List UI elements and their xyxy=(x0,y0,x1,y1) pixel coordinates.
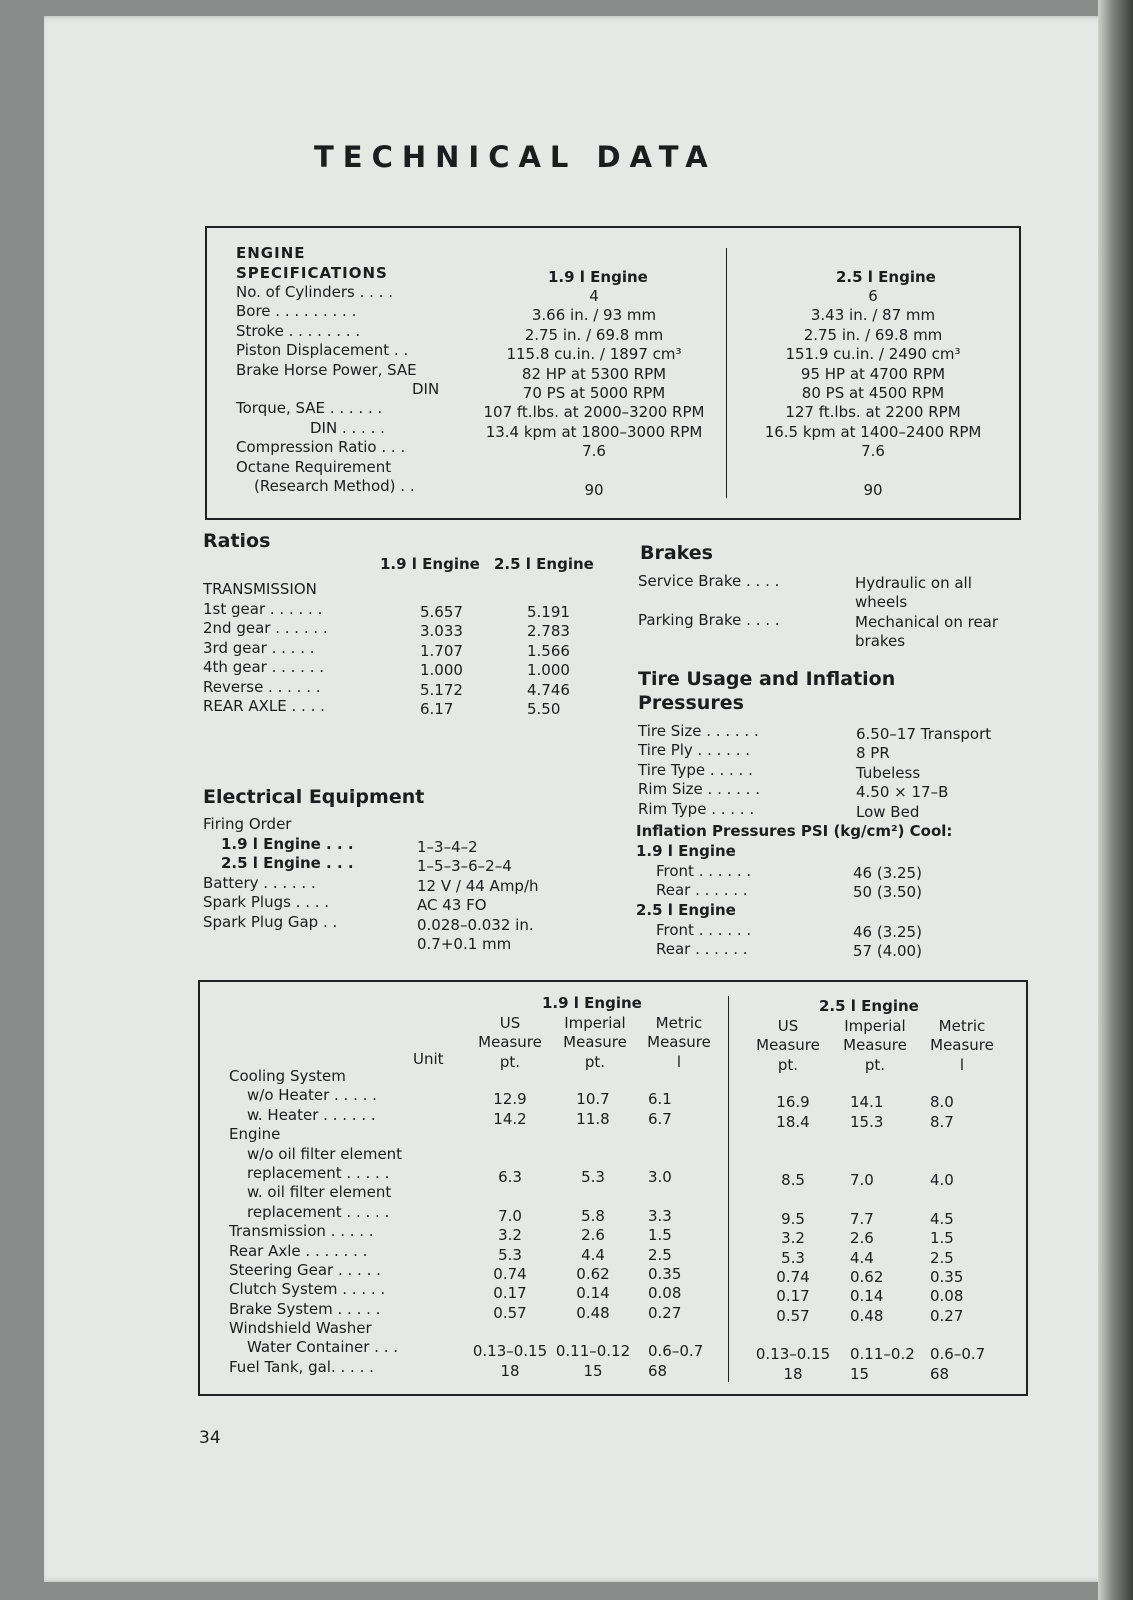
cap-header-imp-2-5-row-0: Imperial xyxy=(844,1017,906,1035)
electrical-values-row-5: 0.7+0.1 mm xyxy=(417,934,512,953)
ratios-labels-row-5: REAR AXLE . . . . xyxy=(203,696,325,715)
cap-met-2-5-row-9: 2.5 xyxy=(930,1248,954,1267)
electrical-labels-row-1: 2.5 l Engine . . . xyxy=(221,854,354,873)
engine-values-1-9-row-2: 2.75 in. / 69.8 mm xyxy=(524,325,664,344)
ratios-values-2-5-row-2: 1.566 xyxy=(527,641,570,660)
ratios-labels-row-0: 1st gear . . . . . . xyxy=(203,600,323,618)
tire-labels-row-2: Tire Type . . . . . xyxy=(638,760,753,779)
inflation-2-5-labels xyxy=(656,921,826,960)
cap-met-2-5-row-2: 8.7 xyxy=(930,1112,954,1131)
engine-values-1-9-row-5: 70 PS at 5000 RPM xyxy=(522,383,666,402)
cap-us-2-5-row-3 xyxy=(748,1132,838,1151)
ratios-labels-row-3: 4th gear . . . . . . xyxy=(203,658,325,677)
cap-met-1-9-row-15: 68 xyxy=(648,1361,668,1380)
cap-labels xyxy=(229,1067,459,1377)
engine-labels-row-2: Stroke . . . . . . . . xyxy=(236,321,361,340)
cap-met-2-5-row-15: 68 xyxy=(930,1364,950,1383)
cap-imp-2-5-row-15: 15 xyxy=(850,1364,870,1383)
electrical-labels-row-5 xyxy=(203,932,403,951)
inflation-2-5-label: 2.5 l Engine xyxy=(636,901,736,919)
cap-header-us-2-5-row-1: Measure xyxy=(756,1036,820,1055)
tire-labels-row-4: Rim Type . . . . . xyxy=(638,799,755,818)
cap-met-2-5-row-7: 4.5 xyxy=(930,1209,954,1228)
page-title: TECHNICAL DATA xyxy=(314,140,717,174)
cap-us-2-5-row-14: 0.13–0.15 xyxy=(755,1345,831,1364)
engine-labels-row-9: Octane Requirement xyxy=(236,457,392,476)
ratios-values-2-5-row-4: 4.746 xyxy=(527,680,570,699)
engine-labels-row-4: Brake Horse Power, SAE xyxy=(236,360,417,379)
engine-values-2-5-row-9 xyxy=(728,462,1018,481)
tire-values-row-4: Low Bed xyxy=(856,802,920,821)
ratios-values-2-5-row-3: 1.000 xyxy=(527,661,570,680)
cap-met-1-9-row-1: 6.1 xyxy=(648,1090,672,1109)
parking-brake-label: Parking Brake . . . . xyxy=(638,611,780,629)
cap-labels-row-5: replacement . . . . . xyxy=(247,1163,390,1182)
ratios-heading: Ratios xyxy=(203,530,271,552)
tire-values-row-0: 6.50–17 Transport xyxy=(856,725,992,743)
engine-values-1-9-row-7: 13.4 kpm at 1800–3000 RPM xyxy=(485,422,703,441)
electrical-values-row-2: 12 V / 44 Amp/h xyxy=(417,876,539,895)
cap-imp-1-9-row-3 xyxy=(548,1129,638,1148)
inflation-2-5-values-row-1: 57 (4.00) xyxy=(853,942,922,961)
cap-met-2-5-row-5: 4.0 xyxy=(930,1170,954,1189)
cap-labels-row-8: Transmission . . . . . xyxy=(229,1222,374,1241)
engine-values-2-5-row-10: 90 xyxy=(863,480,883,499)
ratios-labels-row-4: Reverse . . . . . . xyxy=(203,677,321,696)
cap-us-1-9-row-8: 3.2 xyxy=(498,1226,522,1245)
cap-us-2-5-row-2: 18.4 xyxy=(776,1112,810,1131)
engine-values-1-9-row-0: 4 xyxy=(589,287,599,305)
cap-imp-1-9-row-9: 4.4 xyxy=(581,1245,605,1264)
ratios-values-1-9-row-1: 3.033 xyxy=(420,622,463,641)
tire-values-row-1: 8 PR xyxy=(856,744,890,763)
cap-met-1-9-row-3 xyxy=(648,1129,728,1148)
cap-us-2-5-row-7: 9.5 xyxy=(781,1209,805,1228)
cap-header-imp-1-9-row-1: Measure xyxy=(563,1033,627,1052)
cap-header-us-2-5 xyxy=(748,1017,828,1075)
engine-values-1-9-row-9 xyxy=(452,462,736,481)
inflation-1-9-labels-row-0: Front . . . . . . xyxy=(656,862,752,880)
cap-header-us-2-5-row-0: US xyxy=(777,1017,799,1035)
cap-met-1-9-row-4 xyxy=(648,1149,728,1168)
inflation-2-5-values xyxy=(853,923,953,962)
engine-values-1-9-row-10: 90 xyxy=(584,480,604,499)
cap-met-1-9-row-0 xyxy=(648,1071,728,1090)
engine-values-2-5-row-2: 2.75 in. / 69.8 mm xyxy=(803,325,943,344)
inflation-1-9-labels xyxy=(656,862,826,901)
page-number: 34 xyxy=(199,1428,221,1448)
electrical-values-row-0: 1–3–4–2 xyxy=(417,838,478,856)
engine-values-2-5-row-3: 151.9 cu.in. / 2490 cm³ xyxy=(785,345,961,364)
engine-labels-row-3: Piston Displacement . . xyxy=(236,341,409,360)
cap-header-met-1-9-row-0: Metric xyxy=(655,1014,703,1032)
electrical-values-row-4: 0.028–0.032 in. xyxy=(417,915,534,934)
book-spine xyxy=(1098,0,1133,1600)
cap-imp-1-9-row-12: 0.48 xyxy=(576,1303,610,1322)
electrical-labels-row-0: 1.9 l Engine . . . xyxy=(221,835,354,853)
cap-imp-2-5-row-14: 0.11–0.2 xyxy=(850,1345,915,1364)
cap-us-1-9-row-0 xyxy=(465,1071,555,1090)
tires-heading-line2: Pressures xyxy=(638,692,744,714)
cap-labels-row-13: Windshield Washer xyxy=(229,1319,372,1338)
cap-labels-row-10: Steering Gear . . . . . xyxy=(229,1260,381,1279)
ratios-values-1-9-row-2: 1.707 xyxy=(420,641,463,660)
cap-imp-1-9-row-0 xyxy=(548,1071,638,1090)
cap-imp-2-5-row-3 xyxy=(850,1132,930,1151)
ratios-values-2-5-row-1: 2.783 xyxy=(527,622,570,641)
ratios-values-2-5 xyxy=(527,603,607,719)
inflation-2-5-labels-row-0: Front . . . . . . xyxy=(656,921,752,939)
tire-values-row-3: 4.50 × 17–B xyxy=(856,783,949,802)
cap-us-2-5-row-10: 0.74 xyxy=(776,1267,810,1286)
ratios-col-2-5: 2.5 l Engine xyxy=(494,555,594,573)
ratios-values-1-9 xyxy=(420,603,500,719)
cap-met-2-5-row-0 xyxy=(930,1074,1010,1093)
inflation-1-9-values-row-1: 50 (3.50) xyxy=(853,883,922,902)
inflation-1-9-values-row-0: 46 (3.25) xyxy=(853,864,922,882)
cap-met-2-5-row-4 xyxy=(930,1152,1010,1171)
cap-col-2-5: 2.5 l Engine xyxy=(819,997,919,1015)
cap-header-met-2-5-row-2: l xyxy=(959,1055,965,1074)
cap-met-1-9-row-2: 6.7 xyxy=(648,1109,672,1128)
parking-brake-value-2: brakes xyxy=(855,632,906,650)
engine-labels-row-7: DIN . . . . . xyxy=(310,418,385,437)
cap-labels-row-4: w/o oil filter element xyxy=(247,1144,403,1163)
cap-us-1-9-row-15: 18 xyxy=(500,1361,520,1380)
cap-header-us-1-9-row-1: Measure xyxy=(478,1033,542,1052)
cap-met-1-9-row-10: 0.35 xyxy=(648,1264,682,1283)
cap-us-1-9 xyxy=(465,1071,555,1381)
engine-labels-row-0: No. of Cylinders . . . . xyxy=(236,283,393,301)
engine-values-1-9 xyxy=(452,287,736,500)
ratios-labels-row-1: 2nd gear . . . . . . xyxy=(203,619,328,638)
inflation-2-5-labels-row-1: Rear . . . . . . xyxy=(656,940,748,959)
cap-header-imp-1-9 xyxy=(552,1014,638,1072)
cap-imp-1-9-row-4 xyxy=(548,1149,638,1168)
cap-us-1-9-row-1: 12.9 xyxy=(493,1090,527,1109)
engine-values-1-9-row-6: 107 ft.lbs. at 2000–3200 RPM xyxy=(483,403,705,422)
cap-met-2-5-row-14: 0.6–0.7 xyxy=(930,1345,986,1364)
cap-labels-row-14: Water Container . . . xyxy=(247,1338,399,1357)
cap-met-2-5-row-8: 1.5 xyxy=(930,1229,954,1248)
ratios-col-1-9: 1.9 l Engine xyxy=(380,555,480,573)
cap-us-1-9-row-5: 6.3 xyxy=(498,1167,522,1186)
cap-us-2-5-row-4 xyxy=(748,1152,838,1171)
engine-values-2-5-row-8: 7.6 xyxy=(861,442,885,461)
engine-values-2-5-row-6: 127 ft.lbs. at 2200 RPM xyxy=(785,403,961,422)
inflation-1-9-labels-row-1: Rear . . . . . . xyxy=(656,881,748,900)
cap-us-2-5-row-12: 0.57 xyxy=(776,1306,810,1325)
engine-values-2-5 xyxy=(728,287,1018,500)
service-brake-label: Service Brake . . . . xyxy=(638,572,780,590)
cap-met-1-9-row-6 xyxy=(648,1187,728,1206)
brakes-heading: Brakes xyxy=(640,542,713,564)
cap-us-2-5-row-13 xyxy=(748,1326,838,1345)
transmission-subheading: TRANSMISSION xyxy=(203,580,317,598)
engine-values-1-9-row-8: 7.6 xyxy=(582,442,606,461)
cap-imp-2-5-row-6 xyxy=(850,1190,930,1209)
capacities-box-divider xyxy=(728,996,729,1382)
cap-header-met-1-9 xyxy=(636,1014,722,1072)
ratios-values-2-5-row-0: 5.191 xyxy=(527,603,570,621)
cap-imp-2-5-row-4 xyxy=(850,1152,930,1171)
cap-us-1-9-row-11: 0.17 xyxy=(493,1284,527,1303)
firing-order-label: Firing Order xyxy=(203,815,292,833)
parking-brake-value-1: Mechanical on rear xyxy=(855,613,999,631)
cap-met-1-9-row-13 xyxy=(648,1323,728,1342)
ratios-values-1-9-row-0: 5.657 xyxy=(420,603,463,621)
cap-met-1-9-row-7: 3.3 xyxy=(648,1206,672,1225)
cap-us-1-9-row-10: 0.74 xyxy=(493,1264,527,1283)
tire-values xyxy=(856,725,1026,822)
cap-us-1-9-row-12: 0.57 xyxy=(493,1303,527,1322)
cap-us-2-5-row-5: 8.5 xyxy=(781,1170,805,1189)
cap-imp-1-9-row-14: 0.11–0.12 xyxy=(555,1342,631,1361)
cap-us-2-5 xyxy=(748,1074,838,1384)
cap-met-2-5-row-13 xyxy=(930,1326,1010,1345)
tire-values-row-2: Tubeless xyxy=(856,763,921,782)
cap-imp-2-5-row-7: 7.7 xyxy=(850,1209,874,1228)
cap-met-2-5-row-6 xyxy=(930,1190,1010,1209)
cap-imp-2-5-row-0 xyxy=(850,1074,930,1093)
cap-header-met-2-5-row-1: Measure xyxy=(930,1036,994,1055)
cap-header-met-2-5-row-0: Metric xyxy=(938,1017,986,1035)
electrical-labels-row-3: Spark Plugs . . . . xyxy=(203,893,330,912)
cap-imp-1-9 xyxy=(548,1071,638,1381)
cap-met-2-5-row-3 xyxy=(930,1132,1010,1151)
cap-met-1-9-row-9: 2.5 xyxy=(648,1245,672,1264)
electrical-labels-row-4: Spark Plug Gap . . xyxy=(203,912,338,931)
cap-met-1-9 xyxy=(648,1071,728,1381)
cap-met-1-9-row-5: 3.0 xyxy=(648,1167,672,1186)
electrical-labels xyxy=(203,835,403,951)
cap-header-us-1-9-row-2: pt. xyxy=(499,1052,521,1071)
engine-labels-row-8: Compression Ratio . . . xyxy=(236,438,406,457)
cap-unit-label: Unit xyxy=(413,1050,444,1068)
cap-met-2-5-row-12: 0.27 xyxy=(930,1306,964,1325)
engine-labels-row-10: (Research Method) . . xyxy=(254,476,415,495)
service-brake-value-1: Hydraulic on all xyxy=(855,574,972,592)
cap-header-us-2-5-row-2: pt. xyxy=(777,1055,799,1074)
engine-header-line2: SPECIFICATIONS xyxy=(236,264,388,282)
cap-imp-1-9-row-1: 10.7 xyxy=(576,1090,610,1109)
cap-us-1-9-row-3 xyxy=(465,1129,555,1148)
cap-imp-2-5-row-1: 14.1 xyxy=(850,1093,884,1112)
cap-imp-1-9-row-7: 5.8 xyxy=(581,1206,605,1225)
cap-us-1-9-row-7: 7.0 xyxy=(498,1206,522,1225)
cap-imp-1-9-row-2: 11.8 xyxy=(576,1109,610,1128)
cap-imp-1-9-row-5: 5.3 xyxy=(581,1167,605,1186)
cap-us-2-5-row-6 xyxy=(748,1190,838,1209)
cap-labels-row-7: replacement . . . . . xyxy=(247,1202,390,1221)
cap-header-imp-1-9-row-2: pt. xyxy=(584,1052,606,1071)
cap-imp-1-9-row-13 xyxy=(548,1323,638,1342)
ratios-values-1-9-row-5: 6.17 xyxy=(420,699,454,718)
engine-col-1-9: 1.9 l Engine xyxy=(548,268,648,286)
cap-imp-2-5-row-10: 0.62 xyxy=(850,1267,884,1286)
cap-met-1-9-row-11: 0.08 xyxy=(648,1284,682,1303)
cap-us-1-9-row-6 xyxy=(465,1187,555,1206)
inflation-1-9-values xyxy=(853,864,953,903)
cap-imp-2-5-row-9: 4.4 xyxy=(850,1248,874,1267)
cap-met-2-5-row-10: 0.35 xyxy=(930,1267,964,1286)
tire-labels-row-3: Rim Size . . . . . . xyxy=(638,780,760,799)
service-brake-value-2: wheels xyxy=(855,593,908,611)
cap-labels-row-3: Engine xyxy=(229,1125,281,1144)
ratios-labels-row-2: 3rd gear . . . . . xyxy=(203,638,315,657)
cap-imp-2-5-row-11: 0.14 xyxy=(850,1287,884,1306)
cap-header-imp-1-9-row-0: Imperial xyxy=(564,1014,626,1032)
engine-values-2-5-row-7: 16.5 kpm at 1400–2400 RPM xyxy=(764,422,982,441)
cap-imp-1-9-row-8: 2.6 xyxy=(581,1226,605,1245)
electrical-labels-row-2: Battery . . . . . . xyxy=(203,873,316,892)
electrical-values xyxy=(417,838,597,954)
engine-values-1-9-row-3: 115.8 cu.in. / 1897 cm³ xyxy=(506,345,682,364)
electrical-values-row-1: 1–5–3–6–2–4 xyxy=(417,857,512,876)
cap-labels-row-1: w/o Heater . . . . . xyxy=(247,1086,377,1105)
cap-us-1-9-row-4 xyxy=(465,1149,555,1168)
engine-values-2-5-row-4: 95 HP at 4700 RPM xyxy=(800,364,946,383)
cap-header-imp-2-5-row-2: pt. xyxy=(864,1055,886,1074)
inflation-1-9-label: 1.9 l Engine xyxy=(636,842,736,860)
cap-imp-2-5-row-8: 2.6 xyxy=(850,1229,874,1248)
cap-us-2-5-row-15: 18 xyxy=(783,1364,803,1383)
cap-header-us-1-9-row-0: US xyxy=(499,1014,521,1032)
cap-labels-row-11: Clutch System . . . . . xyxy=(229,1280,386,1299)
cap-met-1-9-row-12: 0.27 xyxy=(648,1303,682,1322)
engine-labels-row-6: Torque, SAE . . . . . . xyxy=(236,399,383,418)
cap-header-imp-2-5-row-1: Measure xyxy=(843,1036,907,1055)
cap-imp-1-9-row-11: 0.14 xyxy=(576,1284,610,1303)
electrical-heading: Electrical Equipment xyxy=(203,786,425,808)
engine-col-2-5: 2.5 l Engine xyxy=(836,268,936,286)
cap-labels-row-2: w. Heater . . . . . . xyxy=(247,1105,376,1124)
cap-imp-1-9-row-15: 15 xyxy=(583,1361,603,1380)
cap-labels-row-15: Fuel Tank, gal. . . . . xyxy=(229,1357,374,1376)
cap-us-2-5-row-0 xyxy=(748,1074,838,1093)
cap-imp-2-5-row-2: 15.3 xyxy=(850,1112,884,1131)
tire-labels-row-1: Tire Ply . . . . . . xyxy=(638,741,751,760)
engine-labels-row-5: DIN xyxy=(412,379,440,398)
ratios-labels xyxy=(203,600,403,716)
cap-labels-row-12: Brake System . . . . . xyxy=(229,1299,381,1318)
cap-met-1-9-row-14: 0.6–0.7 xyxy=(648,1342,704,1361)
cap-imp-1-9-row-6 xyxy=(548,1187,638,1206)
engine-values-2-5-row-1: 3.43 in. / 87 mm xyxy=(810,306,936,325)
tire-labels-row-0: Tire Size . . . . . . xyxy=(638,722,759,740)
cap-labels-row-0: Cooling System xyxy=(229,1067,346,1085)
cap-us-1-9-row-14: 0.13–0.15 xyxy=(472,1342,548,1361)
engine-labels xyxy=(236,283,476,496)
inflation-heading: Inflation Pressures PSI (kg/cm²) Cool: xyxy=(636,822,953,840)
cap-imp-2-5 xyxy=(850,1074,930,1384)
cap-labels-row-9: Rear Axle . . . . . . . xyxy=(229,1241,368,1260)
engine-values-2-5-row-0: 6 xyxy=(868,287,878,305)
engine-values-2-5-row-5: 80 PS at 4500 RPM xyxy=(801,383,945,402)
cap-met-1-9-row-8: 1.5 xyxy=(648,1226,672,1245)
cap-labels-row-6: w. oil filter element xyxy=(247,1183,392,1202)
ratios-values-1-9-row-4: 5.172 xyxy=(420,680,463,699)
cap-us-1-9-row-9: 5.3 xyxy=(498,1245,522,1264)
cap-met-2-5-row-11: 0.08 xyxy=(930,1287,964,1306)
electrical-values-row-3: AC 43 FO xyxy=(417,896,487,915)
engine-values-1-9-row-1: 3.66 in. / 93 mm xyxy=(531,306,657,325)
tires-heading-line1: Tire Usage and Inflation xyxy=(638,668,896,690)
cap-imp-2-5-row-13 xyxy=(850,1326,930,1345)
cap-us-2-5-row-8: 3.2 xyxy=(781,1229,805,1248)
cap-met-2-5 xyxy=(930,1074,1010,1384)
cap-header-met-2-5 xyxy=(918,1017,1006,1075)
cap-header-met-1-9-row-2: l xyxy=(676,1052,682,1071)
cap-header-imp-2-5 xyxy=(832,1017,918,1075)
engine-header-line1: ENGINE xyxy=(236,244,306,262)
cap-us-1-9-row-2: 14.2 xyxy=(493,1109,527,1128)
engine-labels-row-1: Bore . . . . . . . . . xyxy=(236,302,357,321)
cap-imp-1-9-row-10: 0.62 xyxy=(576,1264,610,1283)
ratios-values-1-9-row-3: 1.000 xyxy=(420,661,463,680)
cap-us-2-5-row-9: 5.3 xyxy=(781,1248,805,1267)
cap-imp-2-5-row-5: 7.0 xyxy=(850,1170,874,1189)
cap-col-1-9: 1.9 l Engine xyxy=(542,994,642,1012)
ratios-values-2-5-row-5: 5.50 xyxy=(527,699,561,718)
cap-us-1-9-row-13 xyxy=(465,1323,555,1342)
tire-labels xyxy=(638,722,838,819)
inflation-2-5-values-row-0: 46 (3.25) xyxy=(853,923,922,941)
cap-met-2-5-row-1: 8.0 xyxy=(930,1093,954,1112)
cap-us-2-5-row-11: 0.17 xyxy=(776,1287,810,1306)
cap-header-met-1-9-row-1: Measure xyxy=(647,1033,711,1052)
cap-us-2-5-row-1: 16.9 xyxy=(776,1093,810,1112)
cap-header-us-1-9 xyxy=(470,1014,550,1072)
cap-imp-2-5-row-12: 0.48 xyxy=(850,1306,884,1325)
engine-values-1-9-row-4: 82 HP at 5300 RPM xyxy=(521,364,667,383)
